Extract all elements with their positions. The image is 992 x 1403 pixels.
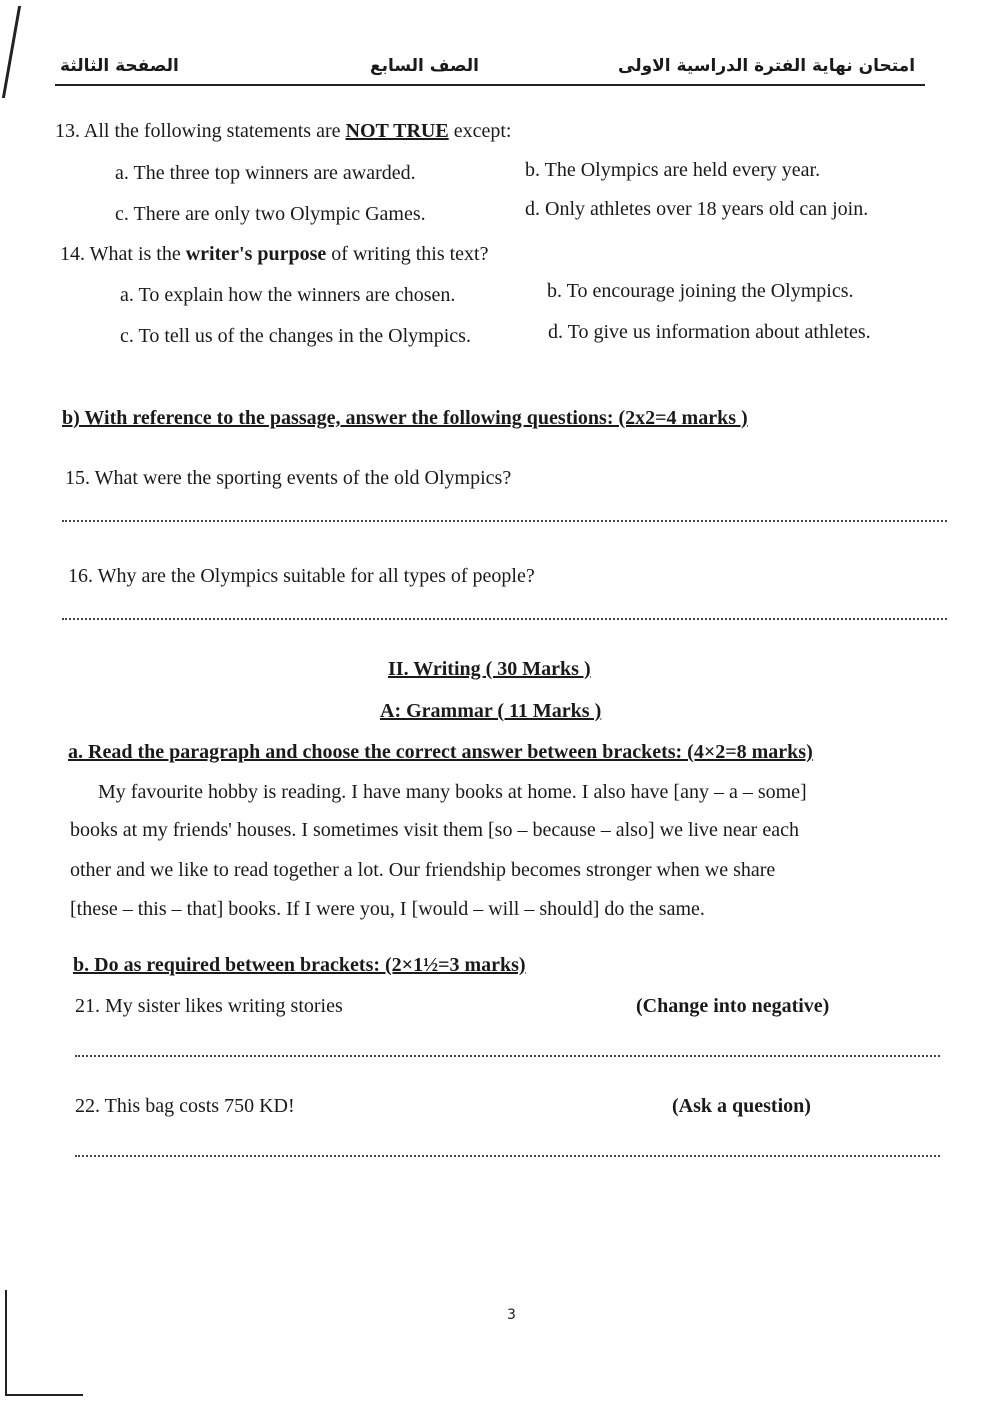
header-grade: الصف السابع xyxy=(370,56,480,76)
header-exam-title: امتحان نهاية الفترة الدراسية الاولى xyxy=(618,56,916,76)
answer-line-21[interactable] xyxy=(75,1055,940,1057)
answer-line-15[interactable] xyxy=(62,520,947,522)
q13-option-d: d. Only athletes over 18 years old can join. xyxy=(525,198,869,220)
q14-option-a: a. To explain how the winners are chosen. xyxy=(120,284,456,306)
q14-emph: writer's purpose xyxy=(185,243,327,265)
grammar-heading: A: Grammar ( 11 Marks ) xyxy=(380,700,602,722)
q13-post: except: xyxy=(448,120,512,142)
question-22: 22. This bag costs 750 KD! xyxy=(75,1095,295,1117)
q22-instruction: (Ask a question) xyxy=(672,1095,811,1117)
question-21: 21. My sister likes writing stories xyxy=(75,995,343,1017)
grammar-a-heading: a. Read the paragraph and choose the correct answer between brackets: (4×2=8 marks) xyxy=(68,741,813,763)
paragraph-line: [these – this – that] books. If I were you, I [would – will – should] do the same. xyxy=(70,898,705,920)
question-15: 15. What were the sporting events of the old Olympics? xyxy=(65,467,512,489)
paragraph-line: My favourite hobby is reading. I have many books at home. I also have [any – a – some] xyxy=(98,781,807,803)
grammar-b-heading: b. Do as required between brackets: (2×1½=3 marks) xyxy=(73,954,526,976)
question-13 xyxy=(55,119,511,143)
question-16: 16. Why are the Olympics suitable for all types of people? xyxy=(68,565,535,587)
section-b-heading: b) With reference to the passage, answer the following questions: (2x2=4 marks ) xyxy=(62,407,748,429)
answer-line-16[interactable] xyxy=(62,618,947,620)
q14-pre: 14. What is the xyxy=(60,243,186,265)
q13-option-a: a. The three top winners are awarded. xyxy=(115,162,416,184)
header-page: الصفحة الثالثة xyxy=(60,56,179,76)
q14-option-b: b. To encourage joining the Olympics. xyxy=(547,280,854,302)
corner-mark xyxy=(2,6,21,98)
corner-mark xyxy=(5,1394,83,1396)
writing-heading: II. Writing ( 30 Marks ) xyxy=(388,658,591,680)
q13-option-b: b. The Olympics are held every year. xyxy=(525,159,821,181)
q14-option-d: d. To give us information about athletes. xyxy=(548,321,871,343)
question-14 xyxy=(60,242,488,266)
q13-pre: 13. All the following statements are xyxy=(55,120,346,142)
q13-option-c: c. There are only two Olympic Games. xyxy=(115,203,426,225)
header-rule xyxy=(55,84,925,86)
corner-mark xyxy=(5,1290,7,1395)
paragraph-line: other and we like to read together a lot. Our friendship becomes stronger when we share xyxy=(70,859,776,881)
q13-emph: NOT TRUE xyxy=(345,120,449,142)
answer-line-22[interactable] xyxy=(75,1155,940,1157)
q14-option-c: c. To tell us of the changes in the Olympics. xyxy=(120,325,471,347)
q21-instruction: (Change into negative) xyxy=(636,995,830,1017)
q14-post: of writing this text? xyxy=(326,243,489,265)
page-number: 3 xyxy=(507,1307,516,1323)
paragraph-line: books at my friends' houses. I sometimes visit them [so – because – also] we live near each xyxy=(70,819,799,841)
